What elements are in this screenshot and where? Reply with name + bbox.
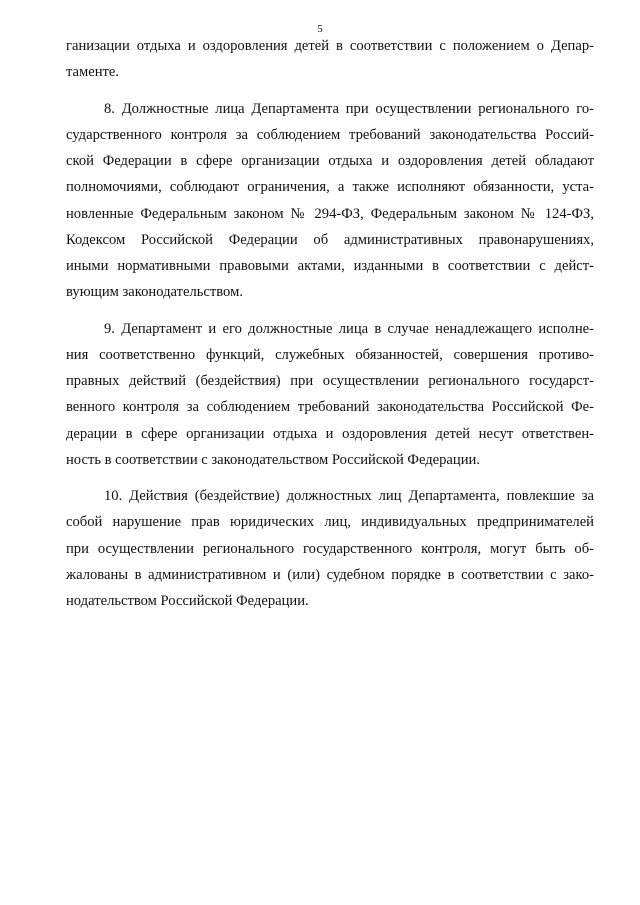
text-line: иными нормативными правовыми актами, изданными в соответствии с дейст- <box>66 258 594 274</box>
text-line: 9. Департамент и его должностные лица в случае ненадлежащего исполне- <box>104 320 594 337</box>
paragraph-item-10 <box>66 483 594 614</box>
text-line: 10. Действия (бездействие) должностных лиц Департамента, повлекшие за <box>104 488 594 504</box>
text-line: Кодексом Российской Федерации об административных правонарушениях, <box>66 231 594 248</box>
text-line: венного контроля за соблюдением требований законодательства Российской Фе- <box>66 399 594 416</box>
text-line: вующим законодательством. <box>66 284 243 301</box>
text-line: правных действий (бездействия) при осуществлении регионального государст- <box>66 373 594 389</box>
text-line: полномочиями, соблюдают ограничения, а также исполняют обязанности, уста- <box>66 179 594 196</box>
text-line: ганизации отдыха и оздоровления детей в соответствии с положением о Депар- <box>66 38 594 54</box>
text-line: собой нарушение прав юридических лиц, индивидуальных предпринимателей <box>66 514 594 531</box>
text-line: сударственного контроля за соблюдением требований законодательства Россий- <box>66 126 594 143</box>
page-number: 5 <box>317 23 323 35</box>
text-line: новленные Федеральным законом № 294-ФЗ, Федеральным законом № 124-ФЗ, <box>66 205 594 222</box>
text-line: ской Федерации в сфере организации отдыха и оздоровления детей обладают <box>66 153 594 169</box>
text-line: ния соответственно функций, служебных обязанностей, совершения противо- <box>66 346 594 363</box>
text-line: дерации в сфере организации отдыха и оздоровления детей несут ответствен- <box>66 425 594 442</box>
text-line: таменте. <box>66 64 120 81</box>
paragraph-item-8 <box>66 96 594 306</box>
text-line: нодательством Российской Федерации. <box>66 593 309 609</box>
document-body <box>66 33 594 614</box>
text-line: при осуществлении регионального государственного контроля, могут быть об- <box>66 540 594 557</box>
paragraph-item-9 <box>66 316 594 474</box>
text-line: ность в соответствии с законодательством Российской Федерации. <box>66 451 480 468</box>
paragraph-continuation <box>66 33 594 86</box>
text-line: 8. Должностные лица Департамента при осуществлении регионального го- <box>104 100 594 117</box>
text-line: жалованы в административном и (или) судебном порядке в соответствии с зако- <box>66 566 594 583</box>
